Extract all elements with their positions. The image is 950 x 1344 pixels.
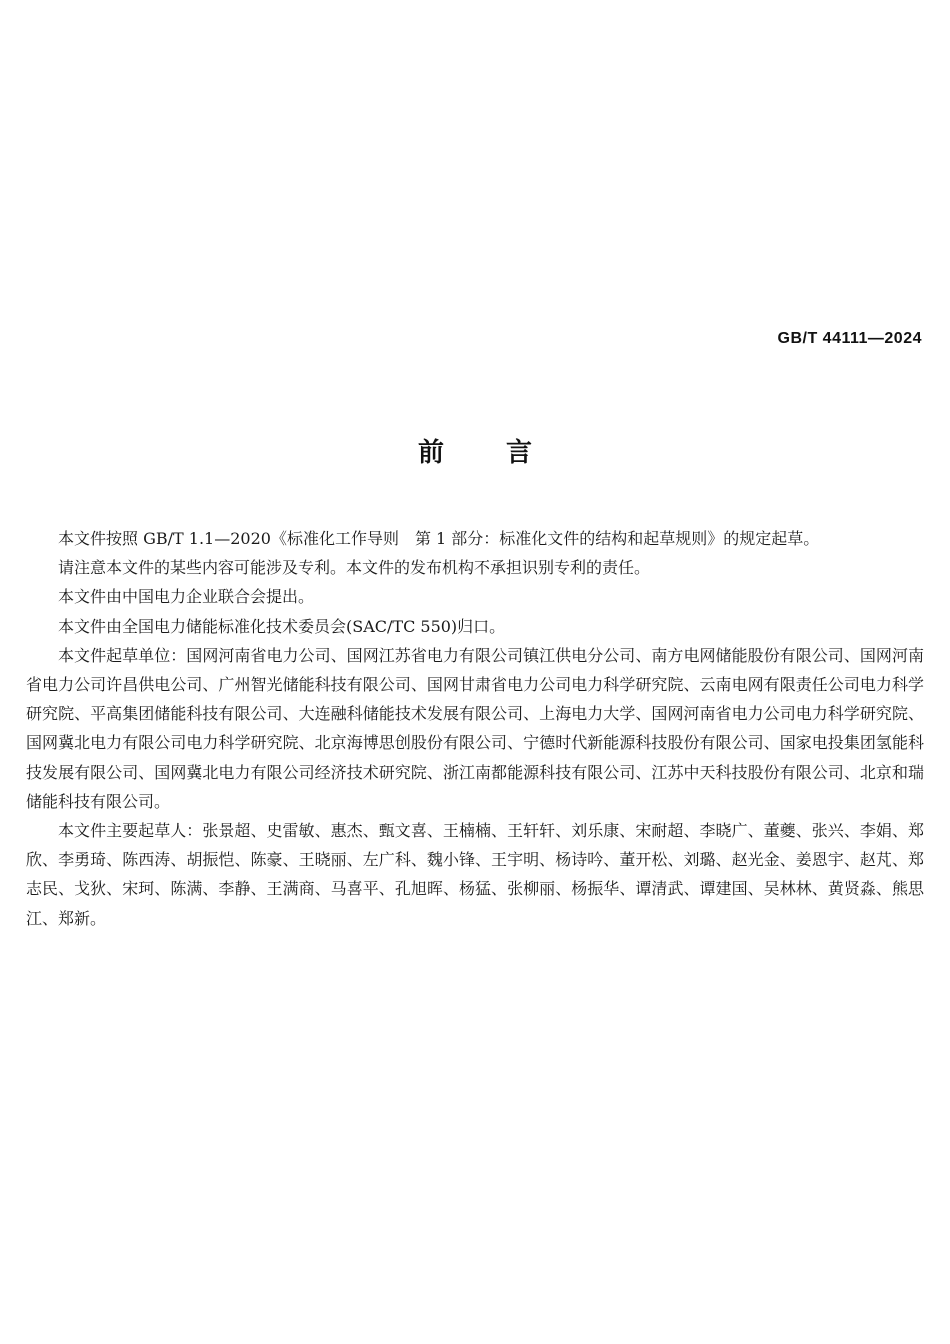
paragraph-drafting-units: 本文件起草单位：国网河南省电力公司、国网江苏省电力有限公司镇江供电分公司、南方电网储能股份有限公司、国网河南省电力公司许昌供电公司、广州智光储能科技有限公司、国网甘肃省电力公司电力科学研究院、云南电网有限责任公司电力科学研究院、平高集团储能科技有限公司、大连融科储能技术发展有限公司、上海电力大学、国网河南省电力公司电力科学研究院、国网冀北电力有限公司电力科学研究院、北京海博思创股份有限公司、宁德时代新能源科技股份有限公司、国家电投集团氢能科技发展有限公司、国网冀北电力有限公司经济技术研究院、浙江南都能源科技有限公司、江苏中天科技股份有限公司、北京和瑞储能科技有限公司。 xyxy=(26,645,924,811)
paragraph-responsible-committee: 本文件由全国电力储能标准化技术委员会(SAC/TC 550)归口。 xyxy=(58,616,506,636)
paragraph-drafters: 本文件主要起草人：张景超、史雷敏、惠杰、甄文喜、王楠楠、王轩轩、刘乐康、宋耐超、李晓广、董夔、张兴、李娟、郑欣、李勇琦、陈西涛、胡振恺、陈豪、王晓丽、左广科、魏小锋、王宇明、杨诗吟、董开松、刘璐、赵光金、姜恩宇、赵芃、郑志民、戈狄、宋珂、陈满、李静、王满商、马喜平、孔旭晖、杨猛、张柳丽、杨振华、谭清武、谭建国、吴林林、黄贤淼、熊思江、郑新。 xyxy=(26,821,924,928)
document-code: GB/T 44111—2024 xyxy=(777,330,922,347)
page-title: 前言 xyxy=(417,438,594,468)
preface-body xyxy=(26,524,924,933)
paragraph-proposer: 本文件由中国电力企业联合会提出。 xyxy=(58,587,315,607)
paragraph-drafting-rules: 本文件按照 GB/T 1.1—2020《标准化工作导则 第 1 部分：标准化文件的结构和起草规则》的规定起草。 xyxy=(58,529,820,548)
paragraph-patent-notice: 请注意本文件的某些内容可能涉及专利。本文件的发布机构不承担识别专利的责任。 xyxy=(58,558,651,578)
